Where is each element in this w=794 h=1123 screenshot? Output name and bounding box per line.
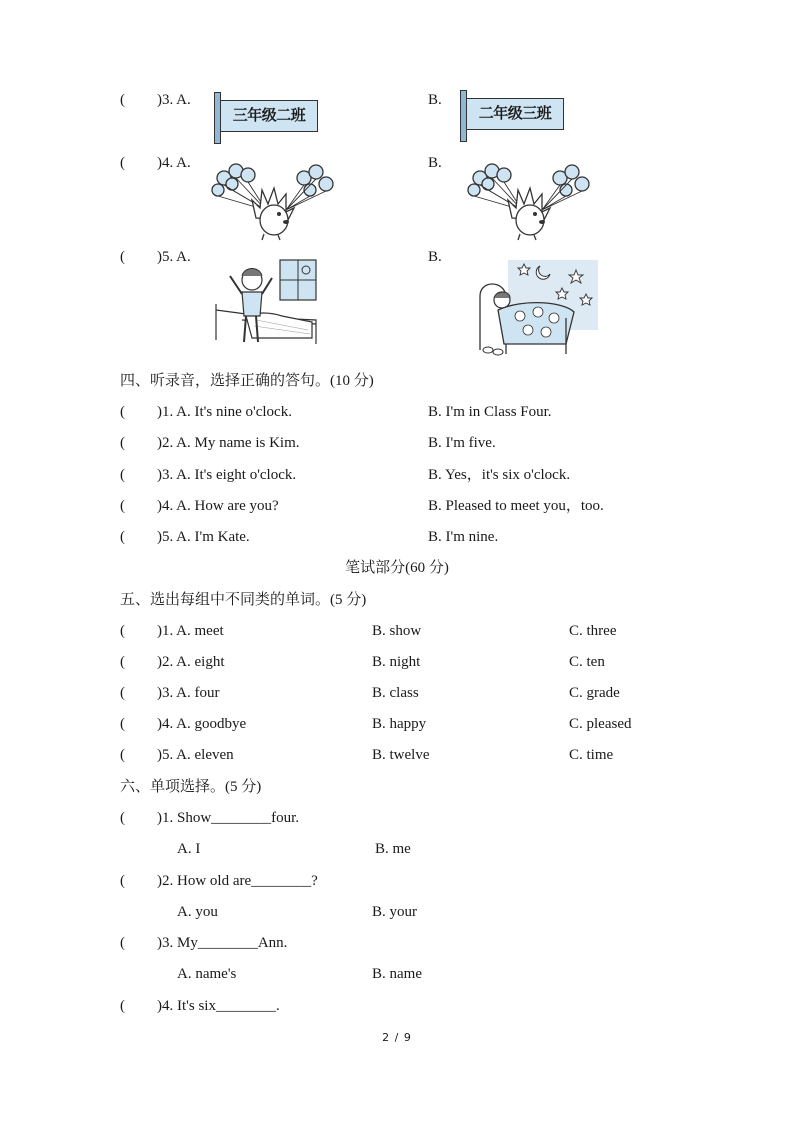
boy-waking-up-image [212,258,322,354]
p6-q4: )4. It's six________. [157,998,280,1014]
p5-q1-b: B. show [372,623,422,639]
p5-q5-c: C. time [569,747,614,763]
page-number: 2 / 9 [382,1031,412,1044]
paren-p5-3: ( [120,685,125,701]
p4-q3-b: B. Yes，it's six o'clock. [428,467,571,483]
p6-q3-b: B. name [372,966,422,982]
paren-p6-2: ( [120,873,125,889]
p5-q5-a: )5. A. eleven [157,747,234,763]
p6-q1-b: B. me [375,841,411,857]
p3-q4-label: )4. A. [157,155,191,171]
p6-q3-a: A. name's [177,966,237,982]
p5-q4-c: C. pleased [569,716,632,732]
paren-p5-4: ( [120,716,125,732]
part4-title: 四、听录音，选择正确的答句。(10 分) [120,373,374,389]
p5-q4-a: )4. A. goodbye [157,716,247,732]
p4-q2-a: )2. A. My name is Kim. [157,435,300,451]
p5-q1-c: C. three [569,623,617,639]
p4-q4-b: B. Pleased to meet you，too. [428,498,604,514]
class-sign-a-text: 三年级二班 [232,106,306,124]
p4-q4-a: )4. A. How are you? [157,498,279,514]
part6-title: 六、单项选择。(5 分) [120,779,262,795]
p6-q2: )2. How old are________? [157,873,318,889]
p6-q2-b: B. your [372,904,417,920]
p4-q5-a: )5. A. I'm Kate. [157,529,250,545]
p5-q5-b: B. twelve [372,747,430,763]
paren-p3-q3: ( [120,92,125,108]
p6-q1: )1. Show________four. [157,810,300,826]
class-sign-a [214,92,318,142]
p5-q2-a: )2. A. eight [157,654,225,670]
p5-q3-b: B. class [372,685,419,701]
p5-q3-a: )3. A. four [157,685,220,701]
class-sign-b-text: 二年级三班 [478,104,552,122]
paren-p4-5: ( [120,529,125,545]
class-sign-b [460,90,564,140]
paren-p6-4: ( [120,998,125,1014]
girl-sleeping-image [474,258,604,358]
p5-q2-c: C. ten [569,654,605,670]
p6-q3: )3. My________Ann. [157,935,288,951]
p3-q4-b: B. [428,155,442,171]
part5-title: 五、选出每组中不同类的单词。(5 分) [120,592,367,608]
p4-q5-b: B. I'm nine. [428,529,499,545]
p4-q2-b: B. I'm five. [428,435,496,451]
p6-q2-a: A. you [177,904,218,920]
p3-q3-label: )3. A. [157,92,191,108]
paren-p5-2: ( [120,654,125,670]
paren-p6-1: ( [120,810,125,826]
p4-q1-a: )1. A. It's nine o'clock. [157,404,292,420]
p4-q1-b: B. I'm in Class Four. [428,404,552,420]
paren-p6-3: ( [120,935,125,951]
p3-q5-b: B. [428,249,442,265]
p3-q3-b: B. [428,92,442,108]
hedgehog-balloons-image-a [206,158,336,242]
p3-q5-label: )5. A. [157,249,191,265]
p5-q1-a: )1. A. meet [157,623,224,639]
p6-q1-a: A. I [177,841,201,857]
paren-p4-3: ( [120,467,125,483]
p5-q2-b: B. night [372,654,421,670]
paren-p5-5: ( [120,747,125,763]
paren-p5-1: ( [120,623,125,639]
written-part-title: 笔试部分(60 分) [345,560,449,576]
p5-q3-c: C. grade [569,685,620,701]
paren-p3-q4: ( [120,155,125,171]
p4-q3-a: )3. A. It's eight o'clock. [157,467,297,483]
paren-p4-1: ( [120,404,125,420]
hedgehog-balloons-image-b [462,158,592,242]
paren-p4-4: ( [120,498,125,514]
p5-q4-b: B. happy [372,716,427,732]
paren-p3-q5: ( [120,249,125,265]
paren-p4-2: ( [120,435,125,451]
